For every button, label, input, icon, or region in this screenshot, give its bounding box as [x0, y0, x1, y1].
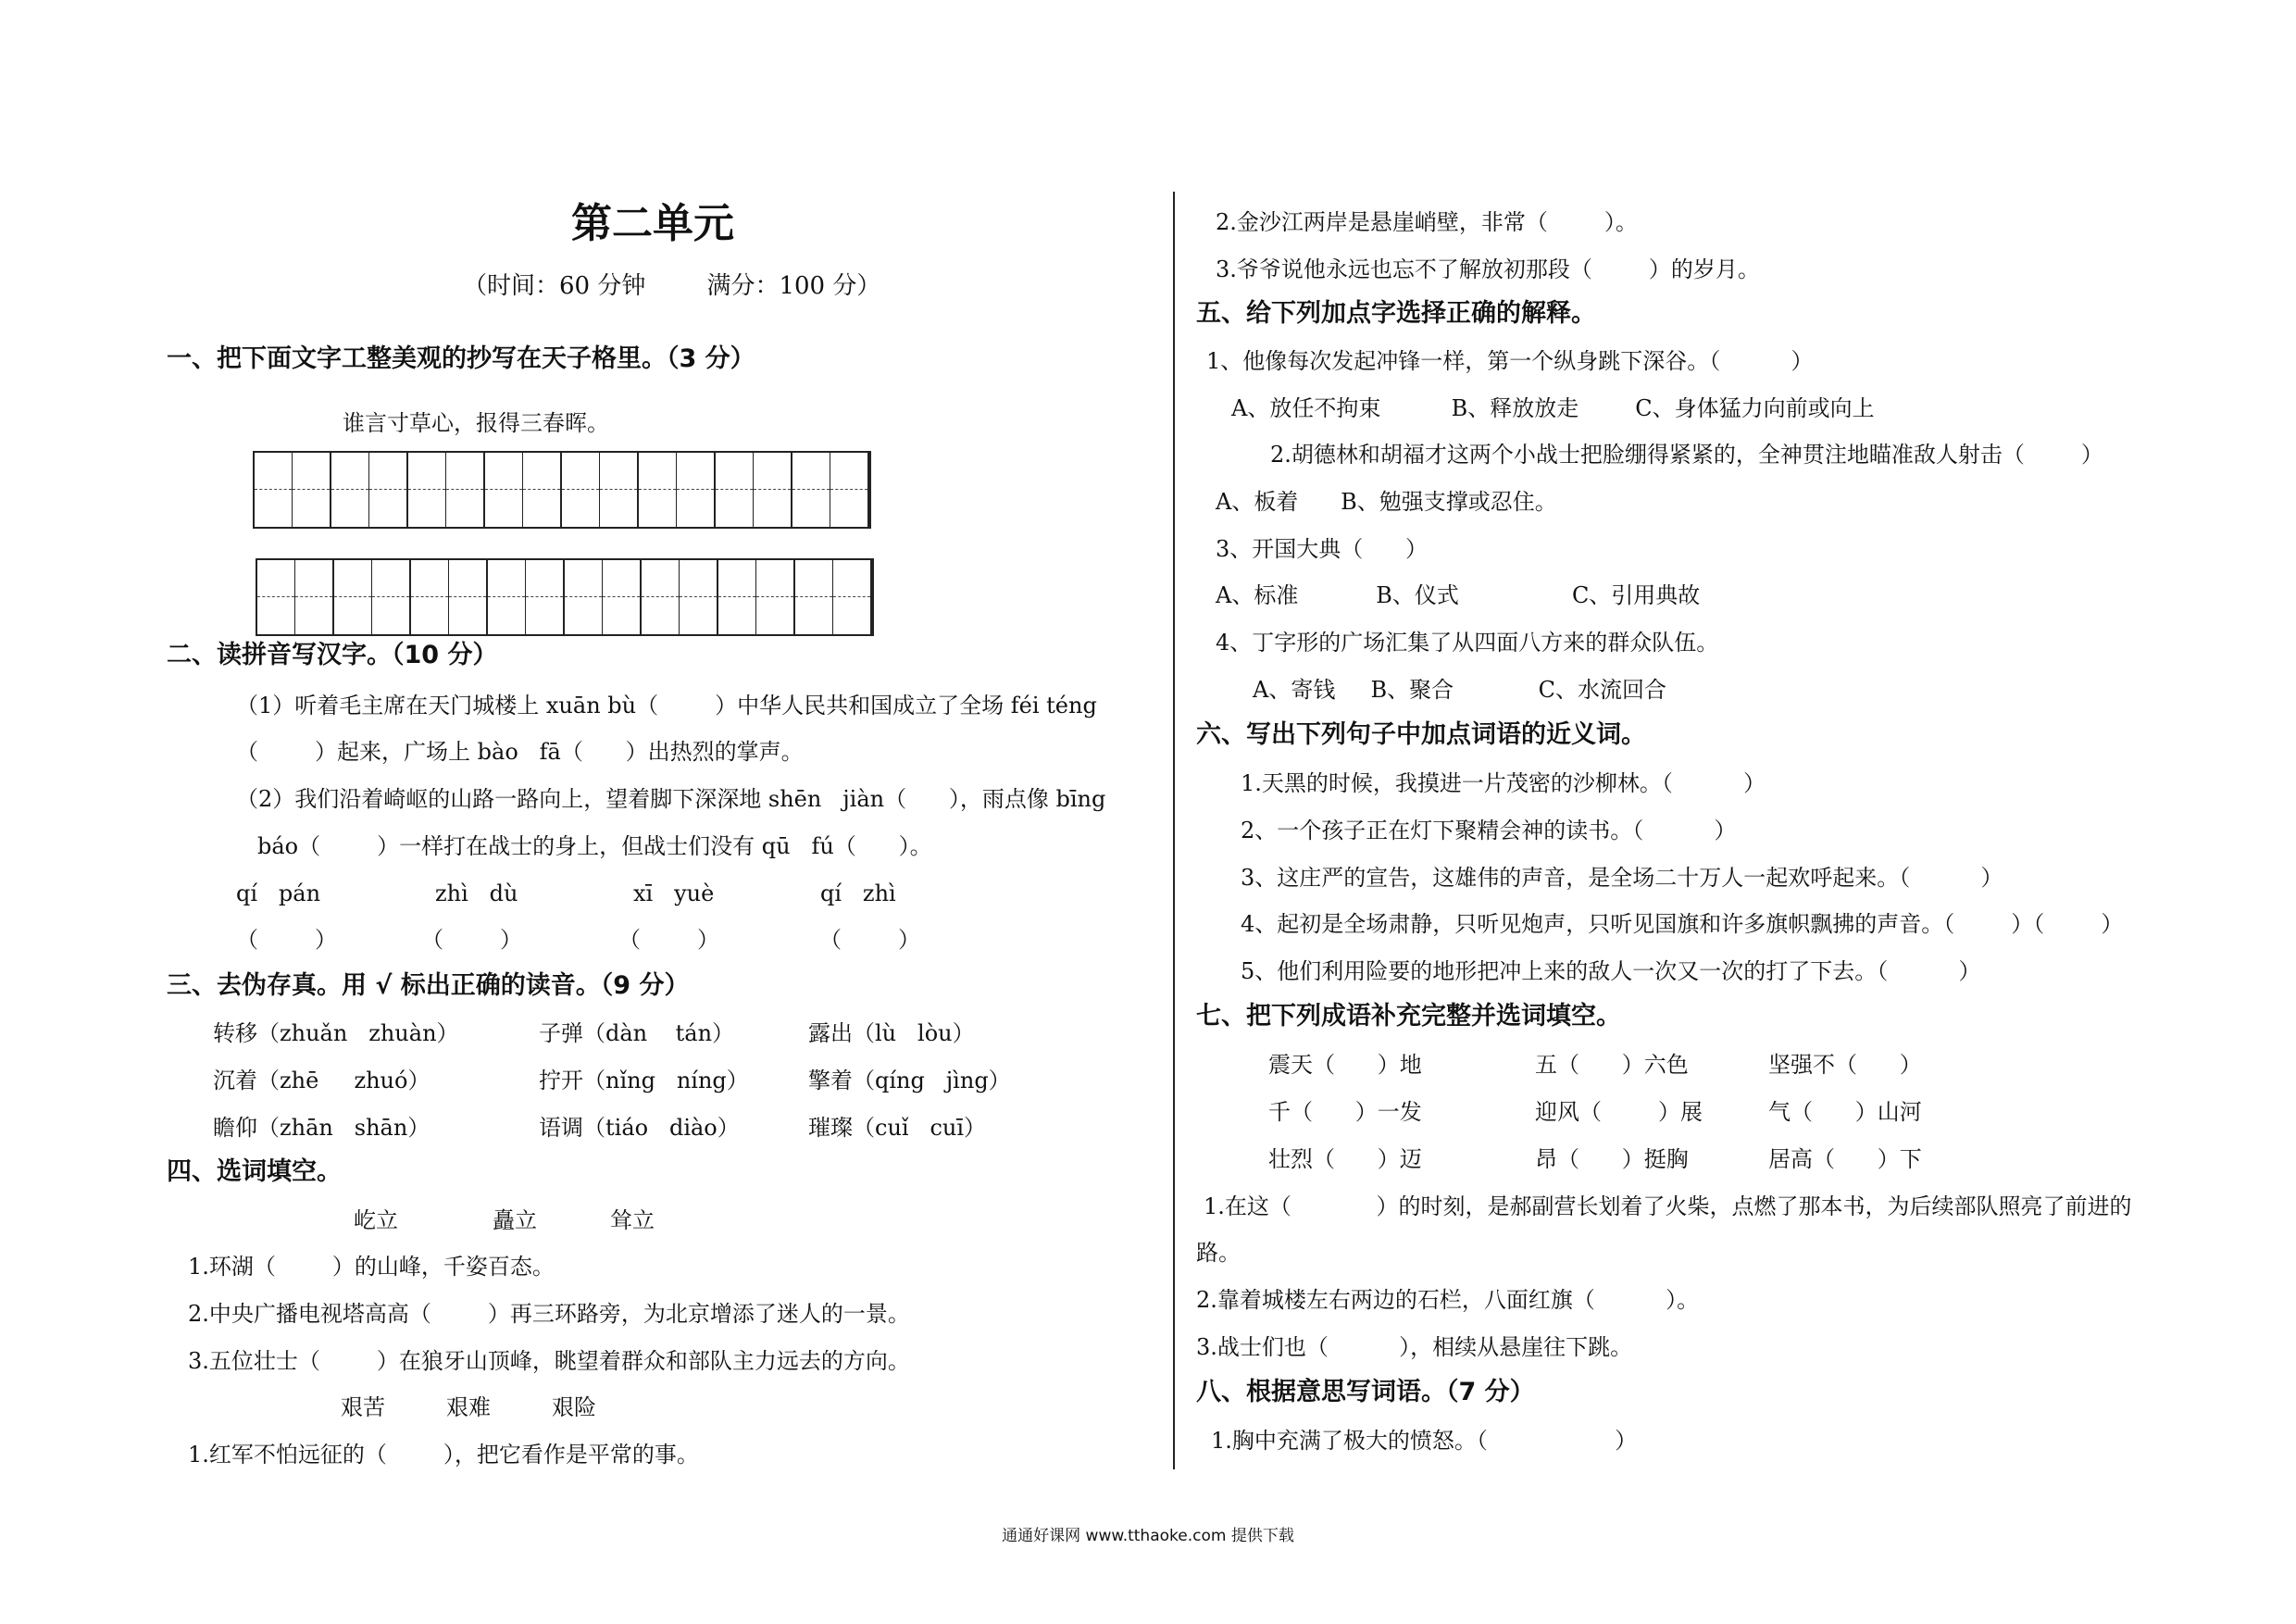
idiom-item: 千（ ）一发 — [1268, 1099, 1422, 1125]
word-choice: 艰难 — [446, 1394, 491, 1420]
s5-line: 2.胡德林和胡福才这两个小战士把脸绷得紧紧的，全神贯注地瞄准敌人射击（ ） — [1270, 442, 2103, 468]
fill-item: 3.战士们也（ ），相续从悬崖往下跳。 — [1196, 1334, 1633, 1360]
pinyin-item: xī yuè — [633, 881, 715, 906]
idiom-item: 昂（ ）挺胸 — [1535, 1146, 1689, 1172]
s5-line: 3、开国大典（ ） — [1216, 536, 1429, 562]
idiom-item: 五（ ）六色 — [1535, 1052, 1689, 1078]
answer-blank[interactable]: （ ） — [618, 927, 720, 953]
s5-line: A、寄钱 B、聚合 C、水流回合 — [1253, 677, 1667, 703]
idiom-item: 迎风（ ）展 — [1535, 1099, 1703, 1125]
s2-line: （ ）起来，广场上 bào fā（ ）出热烈的掌声。 — [236, 739, 804, 765]
reading-option[interactable]: 擎着（qíng jìng） — [808, 1068, 1011, 1093]
section-1-heading: 一、把下面文字工整美观的抄写在天子格里。（3 分） — [167, 344, 755, 373]
s2-line: báo（ ）一样打在战士的身上，但战士们没有 qū fú（ ）。 — [257, 833, 932, 859]
s2-line: （1）听着毛主席在天门城楼上 xuān bù（ ）中华人民共和国成立了全场 féi téng — [236, 693, 1097, 718]
idiom-item: 居高（ ）下 — [1768, 1146, 1922, 1172]
reading-option[interactable]: 拧开（nǐng níng） — [539, 1068, 749, 1093]
section-3-heading: 三、去伪存真。用 √ 标出正确的读音。（9 分） — [167, 971, 690, 1000]
fill-item: 3.爷爷说他永远也忘不了解放初那段（ ）的岁月。 — [1216, 256, 1760, 282]
s6-line: 4、起初是全场肃静，只听见炮声，只听见国旗和许多旗帜飘拂的声音。（ ）（ ） — [1241, 911, 2124, 937]
s6-line: 2、一个孩子正在灯下聚精会神的读书。（ ） — [1241, 818, 1737, 843]
answer-blank[interactable]: （ ） — [421, 927, 523, 953]
idiom-item: 震天（ ）地 — [1268, 1052, 1422, 1078]
pinyin-item: qí zhì — [820, 881, 896, 906]
reading-option[interactable]: 露出（lù lòu） — [808, 1020, 975, 1046]
s5-line: 1、他像每次发起冲锋一样，第一个纵身跳下深谷。（ ） — [1206, 348, 1814, 374]
reading-option[interactable]: 转移（zhuǎn zhuàn） — [213, 1020, 459, 1046]
idiom-item: 坚强不（ ） — [1768, 1052, 1922, 1078]
word-choice: 耸立 — [610, 1207, 655, 1233]
section-6-heading: 六、写出下列句子中加点词语的近义词。 — [1196, 720, 1646, 749]
fill-item: 3.五位壮士（ ）在狼牙山顶峰，眺望着群众和部队主力远去的方向。 — [188, 1348, 910, 1374]
s5-line: A、板着 B、勉强支撑或忍住。 — [1216, 489, 1557, 515]
s5-line: 4、丁字形的广场汇集了从四面八方来的群众队伍。 — [1216, 630, 1719, 656]
section-2-heading: 二、读拼音写汉字。（10 分） — [167, 641, 498, 669]
section-8-heading: 八、根据意思写词语。（7 分） — [1196, 1378, 1535, 1406]
reading-option[interactable]: 璀璨（cuǐ cuī） — [808, 1115, 987, 1141]
word-choice: 屹立 — [354, 1207, 398, 1233]
exam-meta: （时间：60 分钟 满分：100 分） — [463, 272, 881, 300]
reading-option[interactable]: 沉着（zhē zhuó） — [213, 1068, 430, 1093]
writing-grid-2[interactable] — [256, 558, 874, 636]
answer-blank[interactable]: （ ） — [236, 927, 338, 953]
fill-item: 2.中央广播电视塔高高（ ）再三环路旁，为北京增添了迷人的一景。 — [188, 1301, 910, 1327]
footer-credit: 通通好课网 www.tthaoke.com 提供下载 — [1002, 1527, 1294, 1545]
writing-grid-1[interactable] — [253, 451, 871, 529]
column-divider — [1173, 192, 1175, 1469]
idiom-item: 气（ ）山河 — [1768, 1099, 1922, 1125]
reading-option[interactable]: 子弹（dàn tán） — [539, 1020, 735, 1046]
s6-line: 1.天黑的时候，我摸进一片茂密的沙柳林。（ ） — [1241, 770, 1766, 796]
idiom-item: 壮烈（ ）迈 — [1268, 1146, 1422, 1172]
section-7-heading: 七、把下列成语补充完整并选词填空。 — [1196, 1002, 1621, 1031]
page-title: 第二单元 — [571, 200, 734, 247]
word-choice: 艰险 — [552, 1394, 596, 1420]
pinyin-item: qí pán — [236, 881, 321, 906]
fill-item: 2.靠着城楼左右两边的石栏，八面红旗（ ）。 — [1196, 1287, 1700, 1313]
fill-item: 1.红军不怕远征的（ ），把它看作是平常的事。 — [188, 1442, 699, 1468]
fill-item: 1.环湖（ ）的山峰，千姿百态。 — [188, 1254, 555, 1280]
fill-item: 1.胸中充满了极大的愤怒。（ ） — [1211, 1428, 1638, 1454]
fill-item: 路。 — [1196, 1240, 1241, 1266]
s5-line: A、标准 B、仪式 C、引用典故 — [1216, 582, 1701, 608]
section-4-heading: 四、选词填空。 — [167, 1157, 342, 1186]
s5-line: A、放任不拘束 B、释放放走 C、身体猛力向前或向上 — [1231, 395, 1875, 421]
s6-line: 3、这庄严的宣告，这雄伟的声音，是全场二十万人一起欢呼起来。（ ） — [1241, 865, 2003, 891]
copy-text: 谁言寸草心，报得三春晖。 — [343, 410, 609, 436]
reading-option[interactable]: 语调（tiáo diào） — [539, 1115, 740, 1141]
pinyin-item: zhì dù — [435, 881, 518, 906]
word-choice: 矗立 — [493, 1207, 537, 1233]
s2-line: （2）我们沿着崎岖的山路一路向上，望着脚下深深地 shēn jiàn（ ），雨点像 bīng — [236, 786, 1106, 812]
fill-item: 2.金沙江两岸是悬崖峭壁，非常（ ）。 — [1216, 209, 1638, 235]
answer-blank[interactable]: （ ） — [819, 927, 921, 953]
reading-option[interactable]: 瞻仰（zhān shān） — [213, 1115, 430, 1141]
s6-line: 5、他们利用险要的地形把冲上来的敌人一次又一次的打了下去。（ ） — [1241, 958, 1981, 984]
fill-item: 1.在这（ ）的时刻，是郝副营长划着了火柴，点燃了那本书，为后续部队照亮了前进的 — [1204, 1193, 2132, 1219]
word-choice: 艰苦 — [341, 1394, 385, 1420]
section-5-heading: 五、给下列加点字选择正确的解释。 — [1196, 299, 1596, 328]
